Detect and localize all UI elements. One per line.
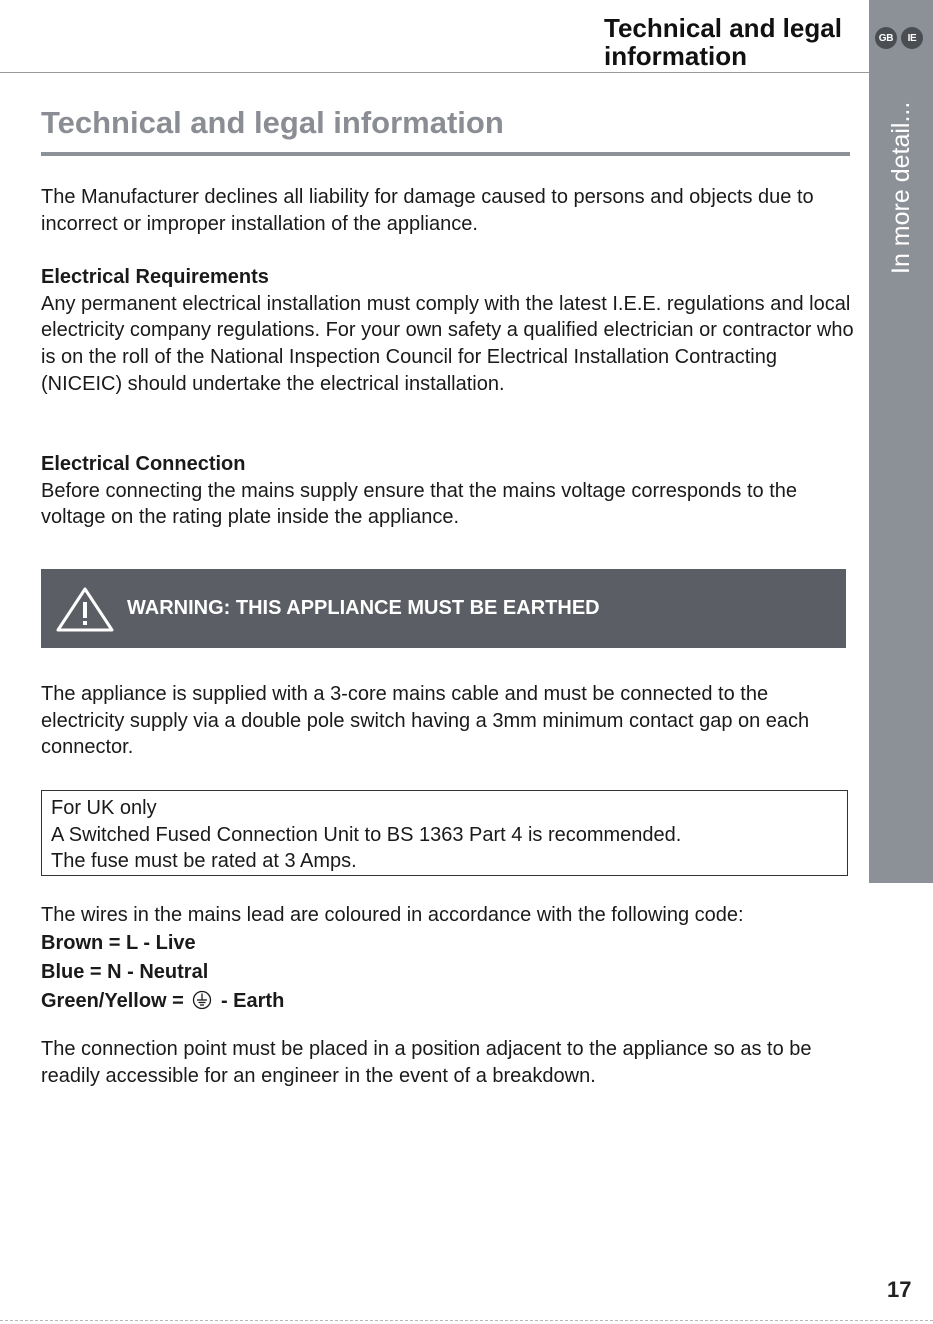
uk-box-line3: The fuse must be rated at 3 Amps. <box>51 850 357 873</box>
uk-only-box <box>41 790 848 876</box>
wire-code-intro: The wires in the mains lead are coloured in accordance with the following code: <box>41 904 744 926</box>
electrical-connection-body: Before connecting the mains supply ensure that the mains voltage corresponds to the voltage on the rating plate inside the appliance. <box>41 479 798 529</box>
heading-divider <box>41 152 850 156</box>
warning-banner <box>41 569 846 648</box>
wire-code-section <box>41 902 856 1016</box>
wire-green-yellow <box>41 987 856 1016</box>
warning-triangle-icon <box>55 585 115 633</box>
header-divider <box>0 72 869 73</box>
header-title-line2: information <box>604 41 747 71</box>
warning-text: WARNING: THIS APPLIANCE MUST BE EARTHED <box>127 597 600 619</box>
wire-green-prefix: Green/Yellow = <box>41 989 184 1012</box>
supply-paragraph: The appliance is supplied with a 3-core mains cable and must be connected to the electricity supply via a double pole switch having a 3mm minimum contact gap on each connector. <box>41 683 810 759</box>
intro-paragraph: The Manufacturer declines all liability for damage caused to persons and objects due to incorrect or improper installation of the appliance. <box>41 186 814 235</box>
page-heading: Technical and legal information <box>41 105 504 140</box>
language-badges <box>875 27 923 49</box>
earth-symbol-icon <box>192 990 212 1010</box>
wire-brown: Brown = L - Live <box>41 931 196 954</box>
wire-green-suffix: - Earth <box>220 989 285 1012</box>
connection-point-paragraph: The connection point must be placed in a position adjacent to the appliance so as to be readily accessible for an engineer in the event of a breakdown. <box>41 1038 812 1087</box>
bottom-divider <box>0 1320 933 1321</box>
electrical-requirements-body: Any permanent electrical installation must comply with the latest I.E.E. regulations and local electricity company regulations. For your own safety a qualified electrician or contractor who is on the roll of the National Inspection Council for Electrical Installation Contracting (NICEIC) should undertake the electrical installation. <box>41 292 854 395</box>
electrical-connection-section <box>41 451 856 531</box>
uk-box-line1: For UK only <box>51 797 157 819</box>
sidebar-label: In more detail... <box>887 101 915 274</box>
badge-gb: GB <box>875 27 897 49</box>
badge-ie: IE <box>901 27 923 49</box>
page-number: 17 <box>887 1277 912 1302</box>
uk-box-line2: A Switched Fused Connection Unit to BS 1363 Part 4 is recommended. <box>51 823 682 846</box>
electrical-requirements-title: Electrical Requirements <box>41 266 269 288</box>
header-title-line1: Technical and legal <box>604 13 842 43</box>
electrical-connection-title: Electrical Connection <box>41 453 246 475</box>
wire-blue: Blue = N - Neutral <box>41 960 209 983</box>
header-title <box>604 14 842 70</box>
electrical-requirements-section <box>41 264 856 398</box>
